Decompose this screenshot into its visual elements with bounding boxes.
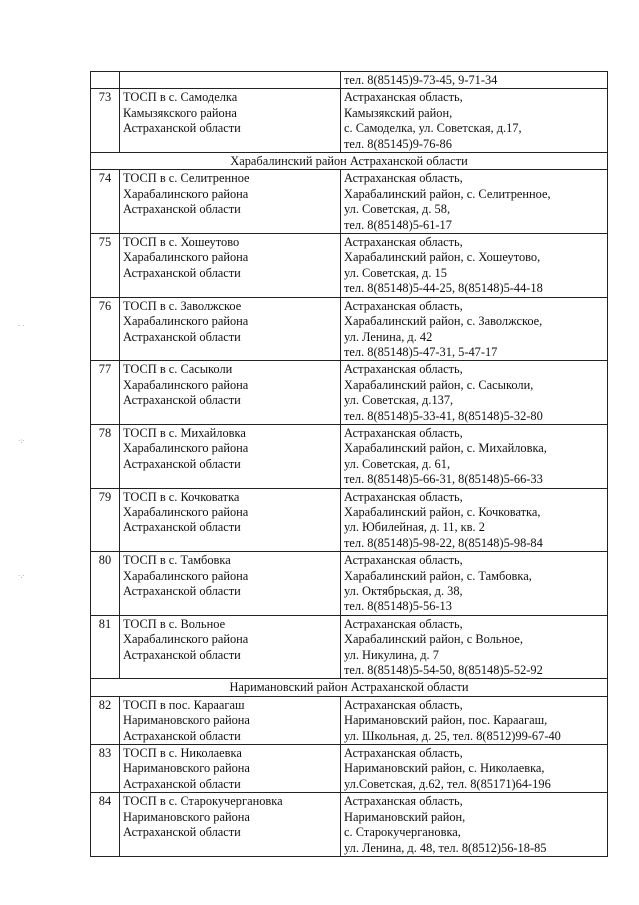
office-name-line: ТОСП в с. Сасыколи xyxy=(123,362,233,377)
address-cell xyxy=(341,89,608,153)
office-name-line: Харабалинского района xyxy=(123,441,249,456)
office-name-line: Харабалинского района xyxy=(123,314,249,329)
address-cell xyxy=(341,696,608,744)
office-name-cell xyxy=(120,234,341,298)
office-name-line: ТОСП в с. Хошеутово xyxy=(123,235,240,250)
office-name-line: Астраханской области xyxy=(123,329,241,344)
address-line: ул. Советская, д. 15 xyxy=(344,265,447,280)
address-line: Харабалинский район, с. Заволжское, xyxy=(344,314,543,329)
address-line: Харабалинский район, с. Михайловка, xyxy=(344,441,547,456)
office-name-line: Астраханской области xyxy=(123,456,241,471)
office-name-cell xyxy=(120,72,341,89)
address-line: с. Старокучергановка, xyxy=(344,825,461,840)
address-line: Харабалинский район, с Вольное, xyxy=(344,632,524,647)
address-line: Астраханская область, xyxy=(344,298,463,313)
section-header-row xyxy=(91,679,608,696)
row-number: 82 xyxy=(91,696,120,744)
table-row xyxy=(91,424,608,488)
address-cell xyxy=(341,793,608,857)
address-line: Астраханская область, xyxy=(344,697,463,712)
office-name-line: Харабалинского района xyxy=(123,250,249,265)
address-line: Камызякский район, xyxy=(344,105,453,120)
address-line: ул.Советская, д.62, тел. 8(85171)64-196 xyxy=(344,776,551,791)
address-line: ул. Октябрьская, д. 38, xyxy=(344,584,463,598)
address-line: Харабалинский район, с. Сасыколи, xyxy=(344,377,534,392)
office-name-cell xyxy=(120,297,341,361)
office-name-cell xyxy=(120,615,341,679)
office-name-line: Харабалинского района xyxy=(123,377,249,392)
table-row xyxy=(91,793,608,857)
office-name-line: Астраханской области xyxy=(123,202,241,217)
row-number: 77 xyxy=(91,361,120,425)
table-row xyxy=(91,297,608,361)
office-name-line: Астраханской области xyxy=(123,520,241,535)
address-line: Астраханская область, xyxy=(344,746,463,761)
office-name-cell xyxy=(120,170,341,234)
row-number: 74 xyxy=(91,170,120,234)
row-number: 81 xyxy=(91,615,120,679)
table-row xyxy=(91,234,608,298)
office-name-line: Астраханской области xyxy=(123,728,241,743)
office-name-cell xyxy=(120,424,341,488)
address-line: ул. Никулина, д. 7 xyxy=(344,647,439,662)
office-name-line: ТОСП в с. Самоделка xyxy=(123,90,238,105)
scan-artifact: ·.· xyxy=(18,572,25,580)
section-title: Харабалинский район Астраханской области xyxy=(91,153,608,170)
office-name-line: ТОСП в с. Михайловка xyxy=(123,425,246,440)
office-name-line: Наримановского района xyxy=(123,761,250,776)
address-line: Астраханская область, xyxy=(344,489,463,504)
table-row xyxy=(91,170,608,234)
row-number: 76 xyxy=(91,297,120,361)
office-name-cell xyxy=(120,488,341,552)
row-number: 84 xyxy=(91,793,120,857)
scan-artifact: · · xyxy=(18,322,25,330)
office-name-line: Астраханской области xyxy=(123,584,241,598)
address-line: Астраханская область, xyxy=(344,171,463,186)
office-name-line: ТОСП в с. Николаевка xyxy=(123,746,242,761)
address-line: тел. 8(85148)5-66-31, 8(85148)5-66-33 xyxy=(344,472,543,487)
address-line: ул. Советская, д. 58, xyxy=(344,202,451,217)
office-name-line: ТОСП в с. Тамбовка xyxy=(123,553,231,568)
table-row xyxy=(91,615,608,679)
address-line: ул. Ленина, д. 42 xyxy=(344,329,433,344)
office-name-line: Харабалинского района xyxy=(123,632,249,647)
address-line: тел. 8(85148)5-47-31, 5-47-17 xyxy=(344,344,498,359)
address-line: тел. 8(85148)5-54-50, 8(85148)5-52-92 xyxy=(344,663,543,678)
address-line: ул. Советская, д. 61, xyxy=(344,456,451,471)
address-line: Харабалинский район, с. Селитренное, xyxy=(344,186,551,201)
address-line: Астраханская область, xyxy=(344,794,463,809)
address-line: Астраханская область, xyxy=(344,616,463,631)
scan-artifact: ·:· xyxy=(18,437,25,445)
address-line: Харабалинский район, с. Кочковатка, xyxy=(344,504,541,519)
address-line: тел. 8(85148)5-56-13 xyxy=(344,599,452,614)
address-cell xyxy=(341,170,608,234)
office-name-line: Астраханской области xyxy=(123,121,241,136)
office-name-line: Астраханской области xyxy=(123,776,241,791)
office-name-cell xyxy=(120,793,341,857)
row-number: 80 xyxy=(91,552,120,616)
address-line: Наримановский район, xyxy=(344,809,466,824)
row-number: 83 xyxy=(91,745,120,793)
table-row xyxy=(91,745,608,793)
office-name-line: Наримановского района xyxy=(123,809,250,824)
office-name-line: ТОСП в пос. Караагаш xyxy=(123,697,245,712)
address-cell xyxy=(341,745,608,793)
office-name-line: ТОСП в с. Старокучергановка xyxy=(123,794,283,809)
row-number: 73 xyxy=(91,89,120,153)
address-line: тел. 8(85148)5-44-25, 8(85148)5-44-18 xyxy=(344,281,543,296)
address-line: тел. 8(85148)5-33-41, 8(85148)5-32-80 xyxy=(344,408,543,423)
section-title: Наримановский район Астраханской области xyxy=(91,679,608,696)
office-name-line: Харабалинского района xyxy=(123,504,249,519)
office-name-line: Камызякского района xyxy=(123,105,237,120)
row-number: 79 xyxy=(91,488,120,552)
address-cell xyxy=(341,615,608,679)
office-name-cell xyxy=(120,696,341,744)
office-name-cell xyxy=(120,89,341,153)
office-name-line: Наримановского района xyxy=(123,713,250,728)
office-name-line: Астраханской области xyxy=(123,393,241,408)
address-line: тел. 8(85148)5-98-22, 8(85148)5-98-84 xyxy=(344,535,543,550)
office-name-line: ТОСП в с. Вольное xyxy=(123,616,226,631)
office-directory-table xyxy=(90,71,608,857)
address-cell xyxy=(341,361,608,425)
office-name-cell xyxy=(120,361,341,425)
address-cell xyxy=(341,234,608,298)
office-name-line: ТОСП в с. Селитренное xyxy=(123,171,250,186)
address-line: ул. Юбилейная, д. 11, кв. 2 xyxy=(344,520,485,535)
office-name-line: ТОСП в с. Заволжское xyxy=(123,298,242,313)
address-cell xyxy=(341,552,608,616)
office-name-line: ТОСП в с. Кочковатка xyxy=(123,489,240,504)
address-line: с. Самоделка, ул. Советская, д.17, xyxy=(344,121,522,136)
address-line: Астраханская область, xyxy=(344,362,463,377)
address-line: тел. 8(85148)5-61-17 xyxy=(344,217,452,232)
address-line: Наримановский район, пос. Караагаш, xyxy=(344,713,548,728)
address-line: Астраханская область, xyxy=(344,235,463,250)
address-line: тел. 8(85145)9-73-45, 9-71-34 xyxy=(344,73,498,87)
section-header-row xyxy=(91,153,608,170)
address-line: ул. Школьная, д. 25, тел. 8(8512)99-67-40 xyxy=(344,728,561,743)
office-name-cell xyxy=(120,745,341,793)
row-number: 78 xyxy=(91,424,120,488)
office-name-line: Астраханской области xyxy=(123,265,241,280)
address-line: тел. 8(85145)9-76-86 xyxy=(344,136,452,151)
office-name-line: Харабалинского района xyxy=(123,568,249,583)
row-number: 75 xyxy=(91,234,120,298)
office-name-line: Харабалинского района xyxy=(123,186,249,201)
address-line: Астраханская область, xyxy=(344,425,463,440)
address-line: ул. Ленина, д. 48, тел. 8(8512)56-18-85 xyxy=(344,840,547,855)
table-row xyxy=(91,488,608,552)
table-row xyxy=(91,361,608,425)
address-line: Харабалинский район, с. Тамбовка, xyxy=(344,568,532,583)
table-row xyxy=(91,696,608,744)
address-line: ул. Советская, д.137, xyxy=(344,393,454,408)
address-cell xyxy=(341,424,608,488)
address-cell xyxy=(341,488,608,552)
address-cell xyxy=(341,72,608,89)
office-name-line: Астраханской области xyxy=(123,647,241,662)
address-cell xyxy=(341,297,608,361)
address-line: Астраханская область, xyxy=(344,553,463,568)
table-row xyxy=(91,552,608,616)
address-line: Астраханская область, xyxy=(344,90,463,105)
office-name-line: Астраханской области xyxy=(123,825,241,840)
address-line: Наримановский район, с. Николаевка, xyxy=(344,761,545,776)
address-line: Харабалинский район, с. Хошеутово, xyxy=(344,250,541,265)
office-name-cell xyxy=(120,552,341,616)
table-row xyxy=(91,89,608,153)
table-row xyxy=(91,72,608,89)
table-body xyxy=(91,72,608,857)
row-number xyxy=(91,72,120,89)
